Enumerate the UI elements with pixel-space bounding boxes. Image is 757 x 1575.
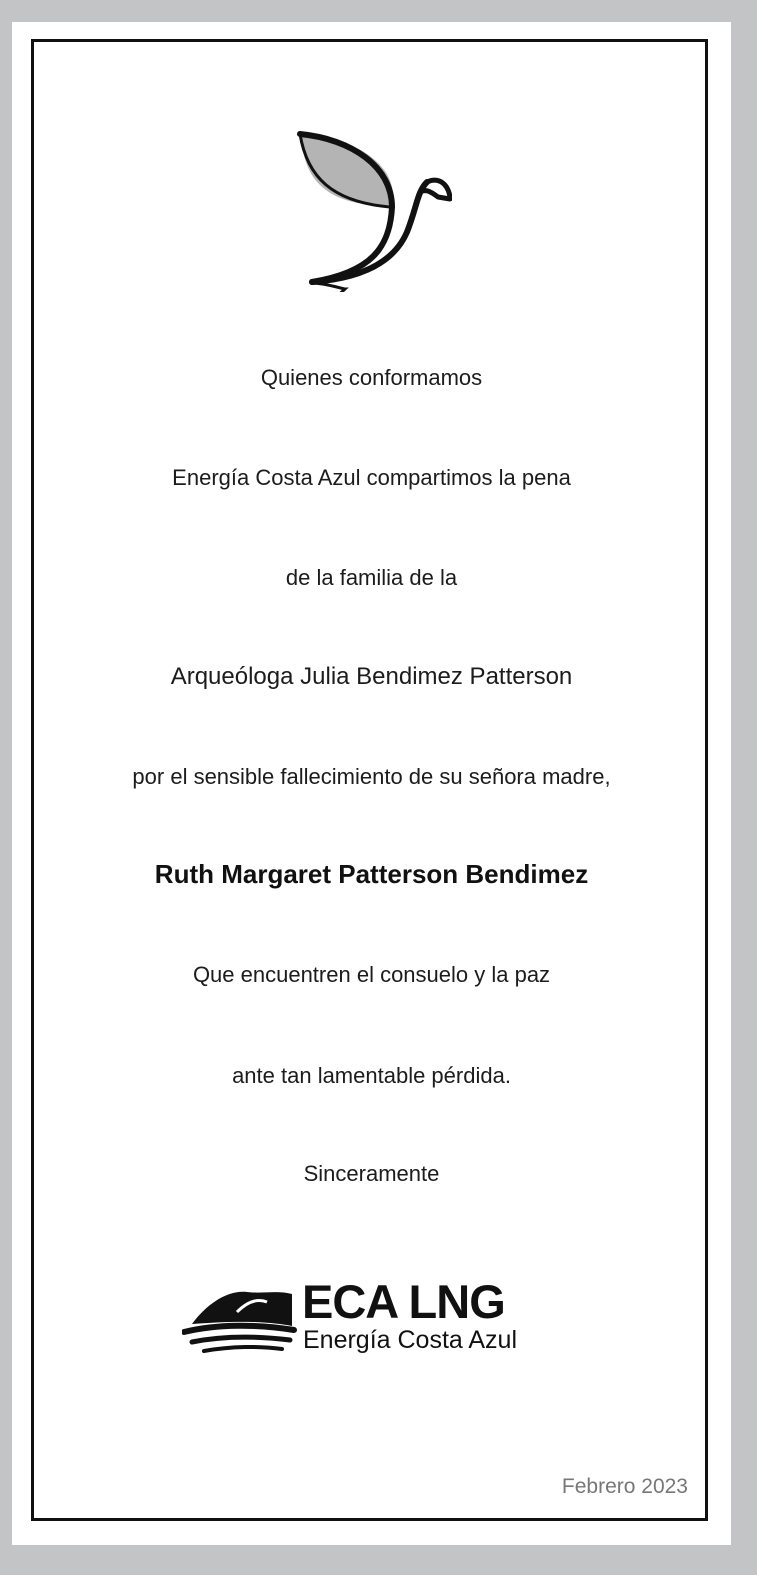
- logo-title: ECA LNG: [302, 1275, 505, 1328]
- relative-name: Arqueóloga Julia Bendimez Patterson: [170, 663, 573, 690]
- logo-subtitle: Energía Costa Azul: [303, 1326, 518, 1354]
- notice-closing: Sinceramente: [303, 1161, 440, 1186]
- notice-line-7: Que encuentren el consuelo y la paz: [192, 962, 551, 987]
- notice-line-5: por el sensible fallecimiento de su señora madre,: [132, 764, 611, 789]
- deceased-name: Ruth Margaret Patterson Bendimez: [154, 859, 589, 889]
- notice-line-8: ante tan lamentable pérdida.: [232, 1063, 511, 1088]
- eca-lng-logo: [182, 1276, 542, 1356]
- condolence-notice: [12, 22, 731, 1545]
- notice-line-2: Energía Costa Azul compartimos la pena: [172, 465, 571, 490]
- notice-line-3: de la familia de la: [285, 565, 458, 590]
- mountain-waves-icon: [182, 1282, 297, 1354]
- notice-line-1: Quienes conformamos: [260, 365, 483, 390]
- notice-date: Febrero 2023: [561, 1475, 688, 1498]
- dove-icon: [282, 107, 452, 292]
